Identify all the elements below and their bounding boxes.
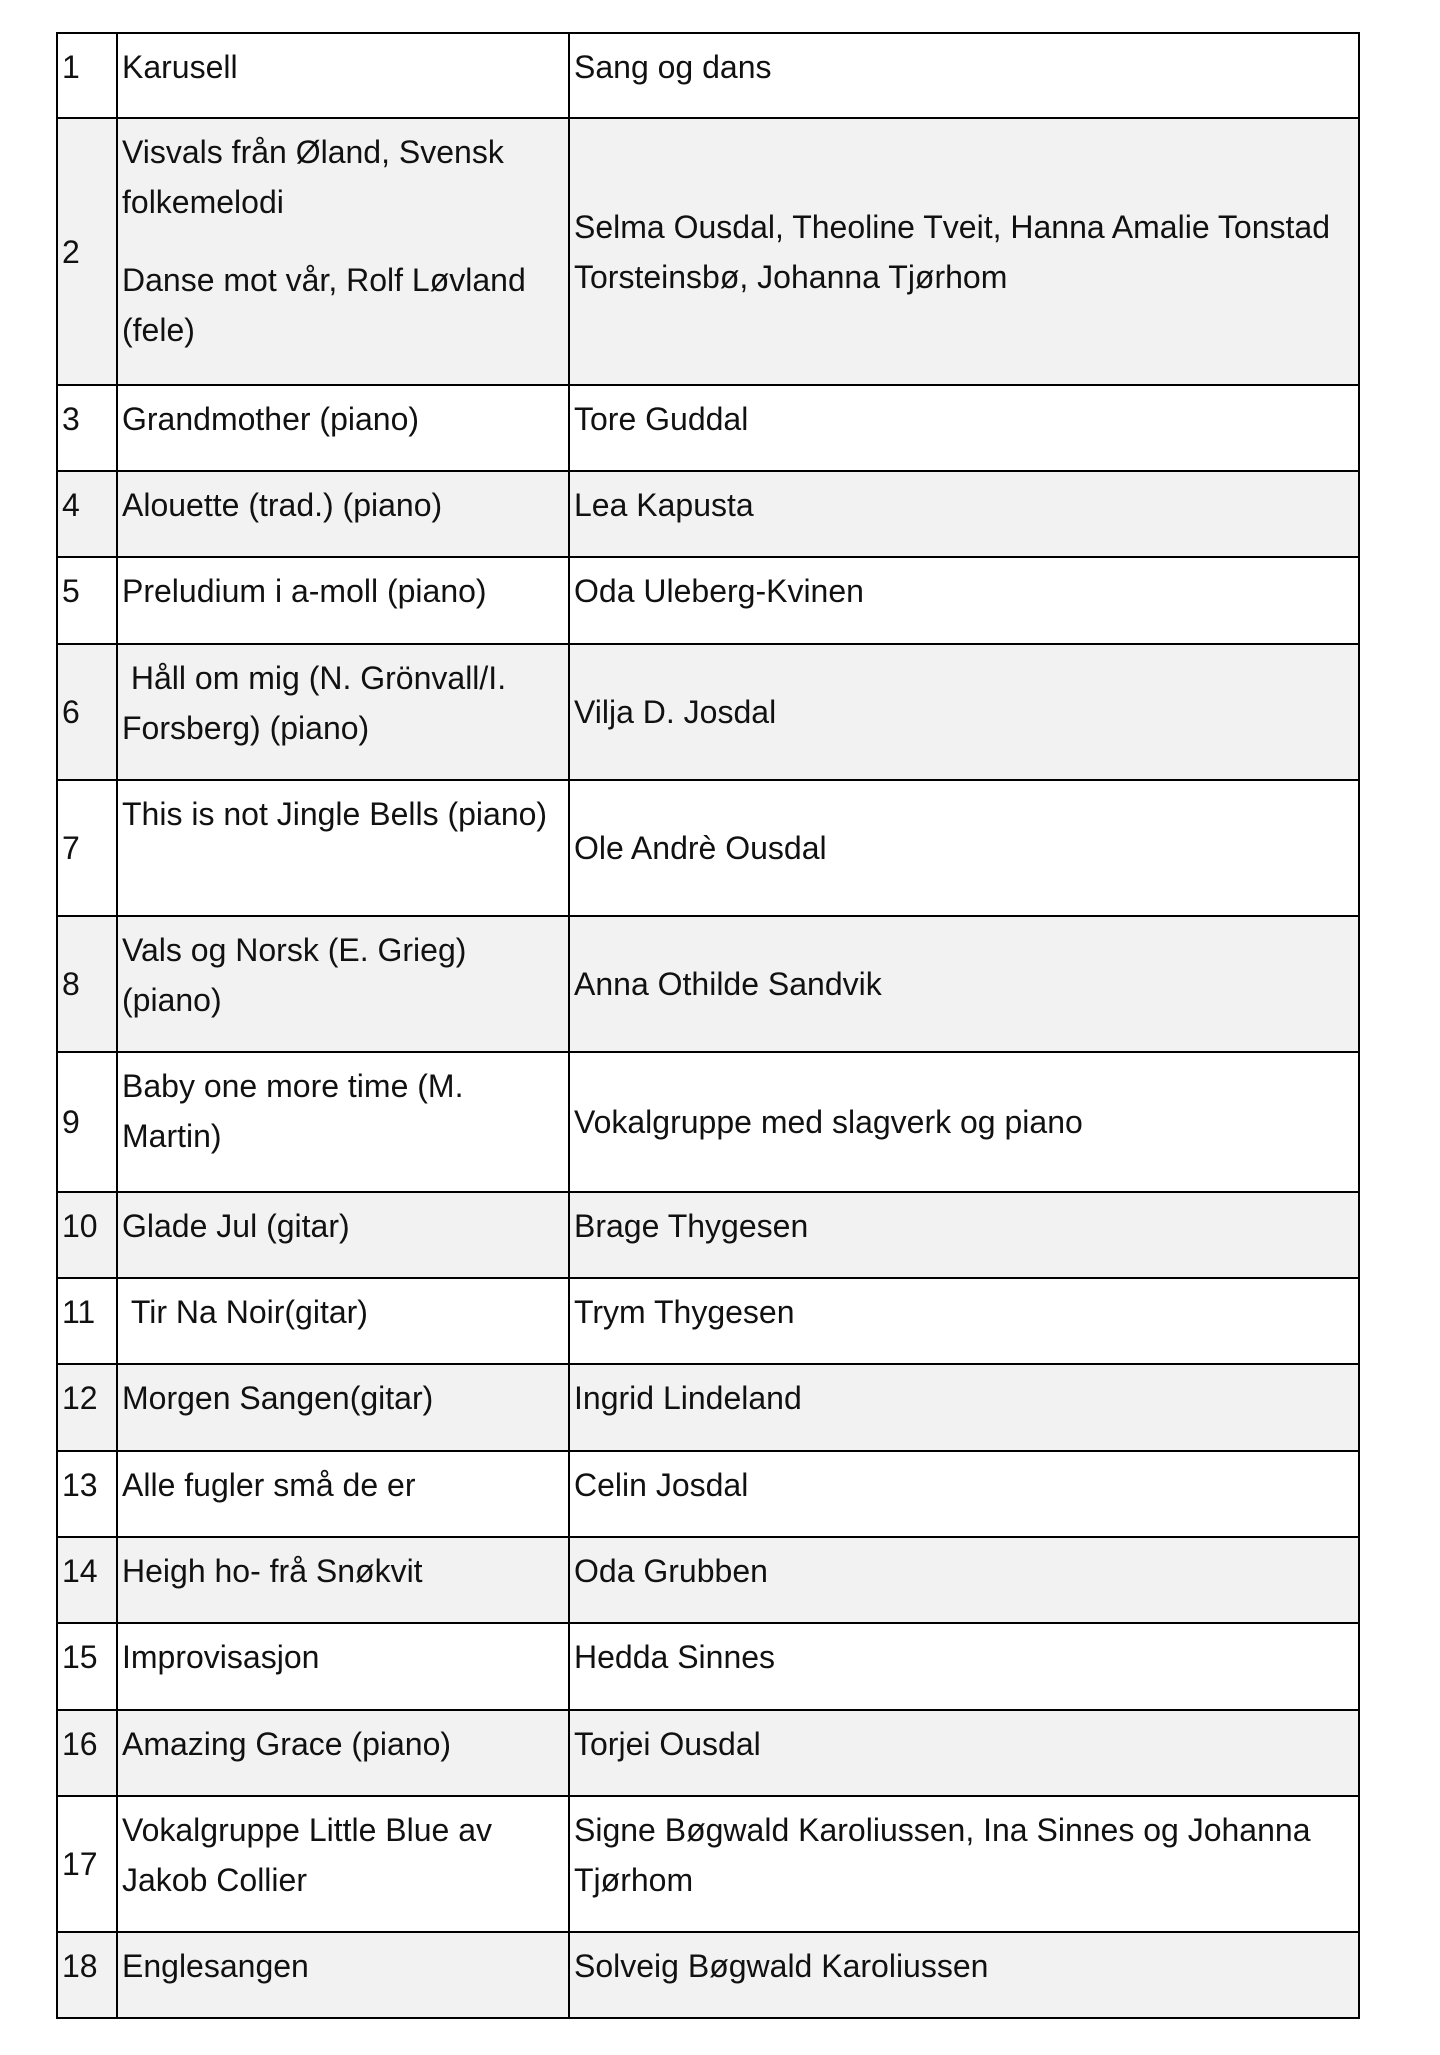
item-number: 14 bbox=[57, 1537, 117, 1623]
piece-title: Morgen Sangen(gitar) bbox=[117, 1364, 569, 1451]
piece-title: Alouette (trad.) (piano) bbox=[117, 471, 569, 557]
piece-title: Glade Jul (gitar) bbox=[117, 1192, 569, 1278]
performer: Solveig Bøgwald Karoliussen bbox=[569, 1932, 1359, 2018]
table-row bbox=[57, 1796, 1359, 1932]
program-table bbox=[56, 32, 1360, 2019]
piece-title: Preludium i a-moll (piano) bbox=[117, 557, 569, 644]
performer: Anna Othilde Sandvik bbox=[569, 916, 1359, 1052]
table-row bbox=[57, 1932, 1359, 2018]
piece-title: Alle fugler små de er bbox=[117, 1451, 569, 1537]
table-row bbox=[57, 1710, 1359, 1796]
piece-title: Vals og Norsk (E. Grieg)(piano) bbox=[117, 916, 569, 1052]
table-row bbox=[57, 1537, 1359, 1623]
piece-title: Grandmother (piano) bbox=[117, 385, 569, 471]
item-number: 9 bbox=[57, 1052, 117, 1192]
table-row bbox=[57, 1192, 1359, 1278]
piece-title: This is not Jingle Bells (piano) bbox=[117, 780, 569, 916]
piece-title: Tir Na Noir(gitar) bbox=[117, 1278, 569, 1364]
performer: Brage Thygesen bbox=[569, 1192, 1359, 1278]
piece-title-part: Visvals från Øland, Svensk folkemelodi bbox=[122, 134, 504, 220]
table-row bbox=[57, 557, 1359, 644]
item-number: 6 bbox=[57, 644, 117, 780]
piece-title-part: Danse mot vår, Rolf Løvland (fele) bbox=[122, 262, 526, 348]
table-row bbox=[57, 1052, 1359, 1192]
performer: Sang og dans bbox=[569, 33, 1359, 118]
performer: Ingrid Lindeland bbox=[569, 1364, 1359, 1451]
piece-title: Vokalgruppe Little Blue av Jakob Collier bbox=[117, 1796, 569, 1932]
performer: Celin Josdal bbox=[569, 1451, 1359, 1537]
item-number: 12 bbox=[57, 1364, 117, 1451]
table-row bbox=[57, 471, 1359, 557]
performer: Selma Ousdal, Theoline Tveit, Hanna Amalie Tonstad Torsteinsbø, Johanna Tjørhom bbox=[569, 118, 1359, 385]
performer: Hedda Sinnes bbox=[569, 1623, 1359, 1710]
piece-title: Heigh ho- frå Snøkvit bbox=[117, 1537, 569, 1623]
item-number: 16 bbox=[57, 1710, 117, 1796]
table-row bbox=[57, 1451, 1359, 1537]
performer: Vilja D. Josdal bbox=[569, 644, 1359, 780]
item-number: 7 bbox=[57, 780, 117, 916]
item-number: 18 bbox=[57, 1932, 117, 2018]
item-number: 17 bbox=[57, 1796, 117, 1932]
table-row bbox=[57, 1364, 1359, 1451]
item-number: 4 bbox=[57, 471, 117, 557]
table-row bbox=[57, 33, 1359, 118]
item-number: 2 bbox=[57, 118, 117, 385]
table-row bbox=[57, 1623, 1359, 1710]
piece-title: Amazing Grace (piano) bbox=[117, 1710, 569, 1796]
performer: Lea Kapusta bbox=[569, 471, 1359, 557]
item-number: 3 bbox=[57, 385, 117, 471]
performer: Ole Andrè Ousdal bbox=[569, 780, 1359, 916]
table-row bbox=[57, 385, 1359, 471]
table-row bbox=[57, 1278, 1359, 1364]
piece-title: Baby one more time (M. Martin) bbox=[117, 1052, 569, 1192]
performer: Torjei Ousdal bbox=[569, 1710, 1359, 1796]
performer: Trym Thygesen bbox=[569, 1278, 1359, 1364]
piece-title: Håll om mig (N. Grönvall/I. Forsberg) (piano) bbox=[117, 644, 569, 780]
table-row bbox=[57, 644, 1359, 780]
performer: Oda Grubben bbox=[569, 1537, 1359, 1623]
item-number: 13 bbox=[57, 1451, 117, 1537]
item-number: 15 bbox=[57, 1623, 117, 1710]
performer: Signe Bøgwald Karoliussen, Ina Sinnes og Johanna Tjørhom bbox=[569, 1796, 1359, 1932]
table-row bbox=[57, 118, 1359, 385]
item-number: 8 bbox=[57, 916, 117, 1052]
table-row bbox=[57, 780, 1359, 916]
piece-title bbox=[117, 118, 569, 385]
item-number: 5 bbox=[57, 557, 117, 644]
item-number: 10 bbox=[57, 1192, 117, 1278]
table-row bbox=[57, 916, 1359, 1052]
piece-title: Karusell bbox=[117, 33, 569, 118]
piece-title: Improvisasjon bbox=[117, 1623, 569, 1710]
item-number: 1 bbox=[57, 33, 117, 118]
performer: Tore Guddal bbox=[569, 385, 1359, 471]
piece-title: Englesangen bbox=[117, 1932, 569, 2018]
performer: Vokalgruppe med slagverk og piano bbox=[569, 1052, 1359, 1192]
performer: Oda Uleberg-Kvinen bbox=[569, 557, 1359, 644]
item-number: 11 bbox=[57, 1278, 117, 1364]
